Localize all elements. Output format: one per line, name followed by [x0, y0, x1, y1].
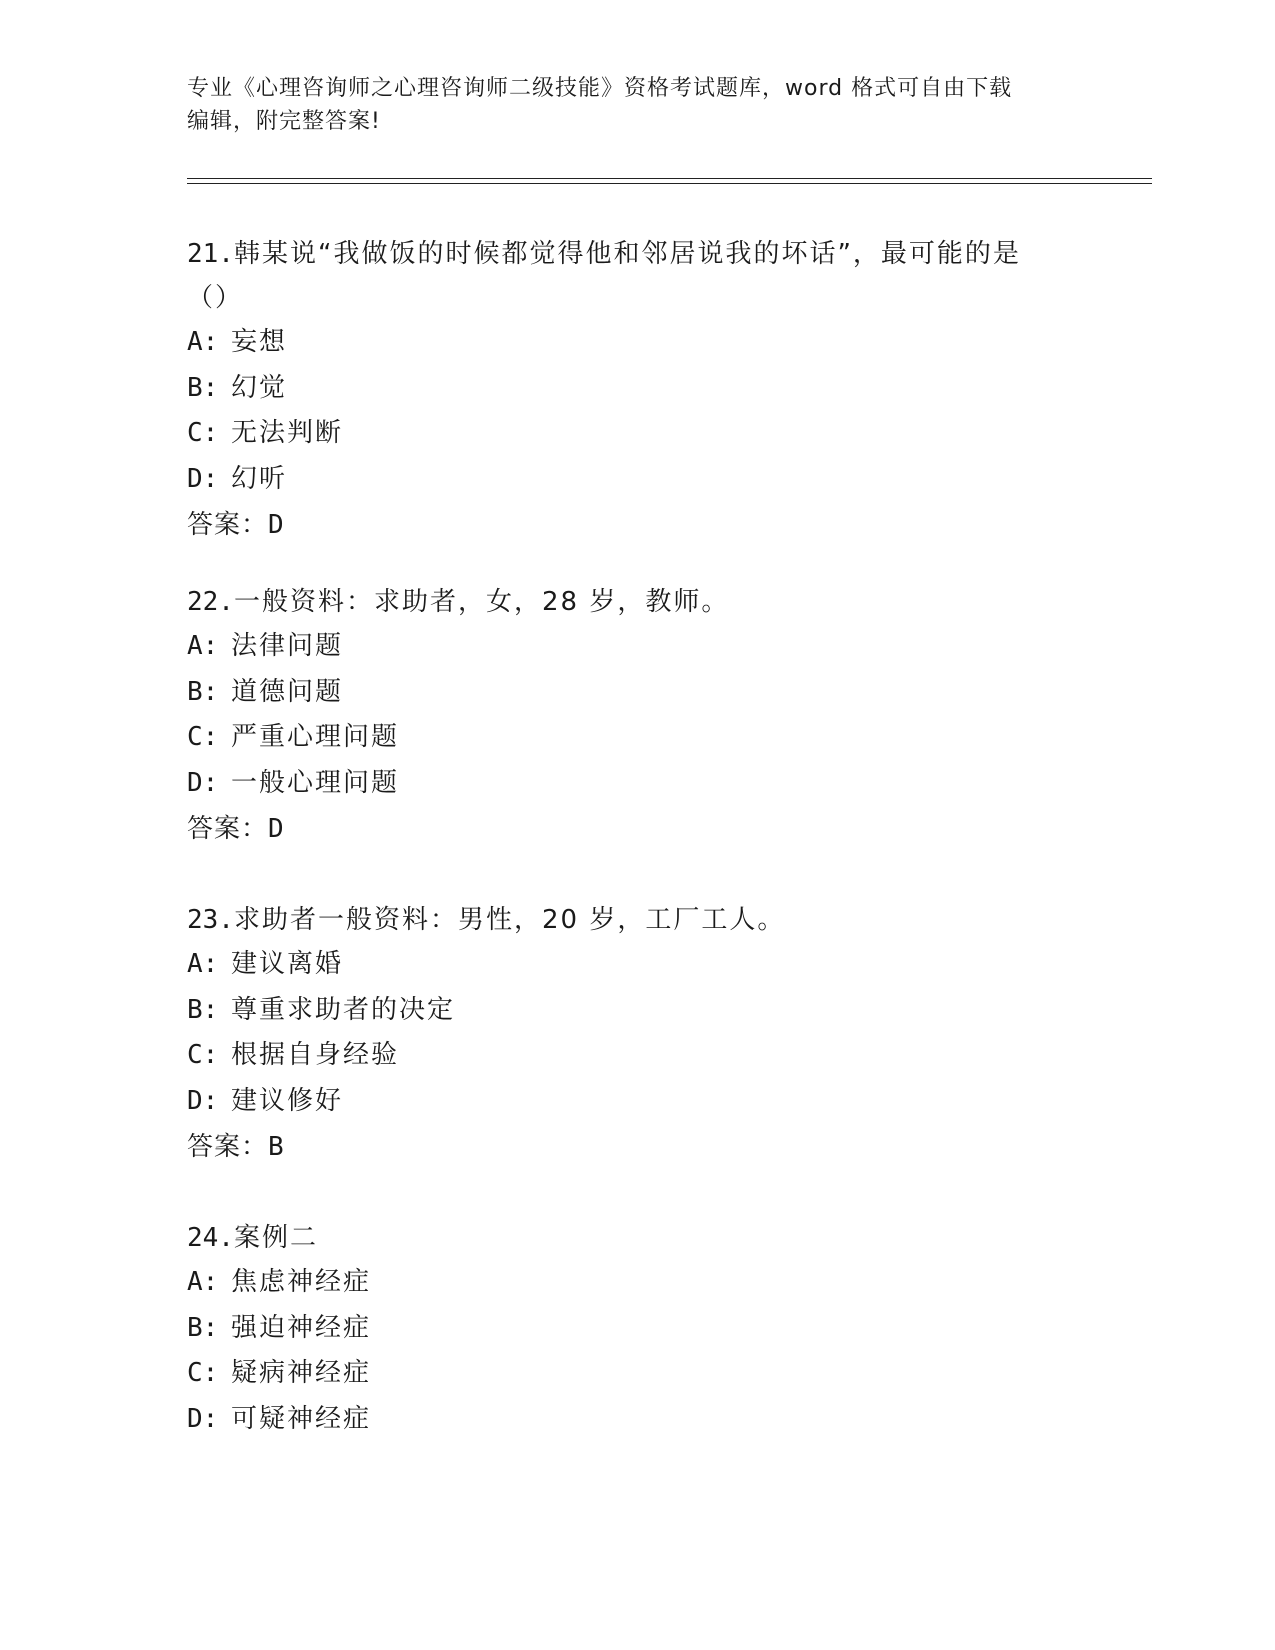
option-text: 道德问题 — [231, 676, 344, 707]
option-letter: D: — [187, 1403, 219, 1434]
option-text: 妄想 — [231, 327, 288, 357]
option-text: 疑病神经症 — [231, 1358, 372, 1388]
header-divider-bottom — [187, 183, 1152, 184]
option-c — [187, 1033, 1087, 1079]
question-text: 韩某说“我做饭的时候都觉得他和邻居说我的坏话”，最可能的是 — [233, 239, 1021, 269]
question-stem — [187, 232, 1087, 276]
option-text: 根据自身经验 — [231, 1040, 400, 1070]
option-b — [187, 1306, 1087, 1352]
question-23 — [187, 898, 1087, 1170]
question-stem-continuation: （） — [187, 283, 244, 313]
intro-line-2: 编辑，附完整答案! — [187, 109, 381, 134]
answer-line — [187, 1124, 1087, 1170]
option-d — [187, 1079, 1087, 1125]
header-divider-top — [187, 178, 1152, 179]
option-letter: A: — [187, 949, 219, 979]
option-text: 无法判断 — [231, 418, 344, 448]
option-b — [187, 366, 1087, 412]
option-letter: C: — [187, 722, 219, 752]
option-d — [187, 457, 1087, 503]
question-22 — [187, 580, 1087, 852]
option-letter: D: — [187, 1085, 219, 1116]
option-c — [187, 1351, 1087, 1397]
question-text: 案例二 — [233, 1223, 318, 1253]
answer-label: 答案： — [187, 1132, 269, 1162]
question-stem — [187, 898, 1087, 942]
option-letter: B: — [187, 1312, 219, 1343]
answer-line — [187, 502, 1087, 548]
option-a — [187, 320, 1087, 366]
option-letter: B: — [187, 676, 219, 707]
option-text: 强迫神经症 — [231, 1312, 372, 1343]
option-text: 焦虑神经症 — [231, 1267, 372, 1297]
question-number: 21. — [187, 239, 234, 269]
option-a — [187, 1260, 1087, 1306]
question-number: 24. — [187, 1223, 234, 1253]
question-number: 23. — [187, 905, 234, 935]
option-d — [187, 761, 1087, 807]
answer-label: 答案： — [187, 814, 269, 844]
option-b — [187, 670, 1087, 716]
intro-line-1: 专业《心理咨询师之心理咨询师二级技能》资格考试题库，word 格式可自由下载 — [187, 76, 1013, 101]
option-text: 建议修好 — [231, 1085, 344, 1116]
option-text: 可疑神经症 — [231, 1403, 372, 1434]
answer-label: 答案： — [187, 510, 269, 540]
option-a — [187, 624, 1087, 670]
option-letter: B: — [187, 372, 219, 403]
option-letter: C: — [187, 1040, 219, 1070]
option-text: 尊重求助者的决定 — [231, 994, 456, 1025]
option-letter: B: — [187, 994, 219, 1025]
answer-value: B — [268, 1132, 285, 1162]
answer-line — [187, 806, 1087, 852]
option-text: 建议离婚 — [231, 949, 344, 979]
option-text: 法律问题 — [231, 631, 344, 661]
question-text: 求助者一般资料：男性，20 岁，工厂工人。 — [233, 905, 786, 935]
option-letter: A: — [187, 631, 219, 661]
option-a — [187, 942, 1087, 988]
question-stem — [187, 1216, 1087, 1260]
option-letter: D: — [187, 463, 219, 494]
option-letter: A: — [187, 327, 219, 357]
option-text: 幻觉 — [231, 372, 288, 403]
option-letter: A: — [187, 1267, 219, 1297]
option-text: 一般心理问题 — [231, 767, 400, 798]
option-letter: C: — [187, 1358, 219, 1388]
option-d — [187, 1397, 1087, 1443]
option-c — [187, 411, 1087, 457]
option-text: 幻听 — [231, 463, 288, 494]
option-b — [187, 988, 1087, 1034]
document-intro — [187, 72, 1087, 138]
question-24 — [187, 1216, 1087, 1442]
question-text: 一般资料：求助者，女，28 岁，教师。 — [233, 587, 730, 617]
question-21 — [187, 232, 1087, 548]
question-stem — [187, 580, 1087, 624]
answer-value: D — [268, 814, 285, 844]
question-number: 22. — [187, 587, 234, 617]
option-text: 严重心理问题 — [231, 722, 400, 752]
option-letter: C: — [187, 418, 219, 448]
option-c — [187, 715, 1087, 761]
answer-value: D — [268, 510, 285, 540]
option-letter: D: — [187, 767, 219, 798]
